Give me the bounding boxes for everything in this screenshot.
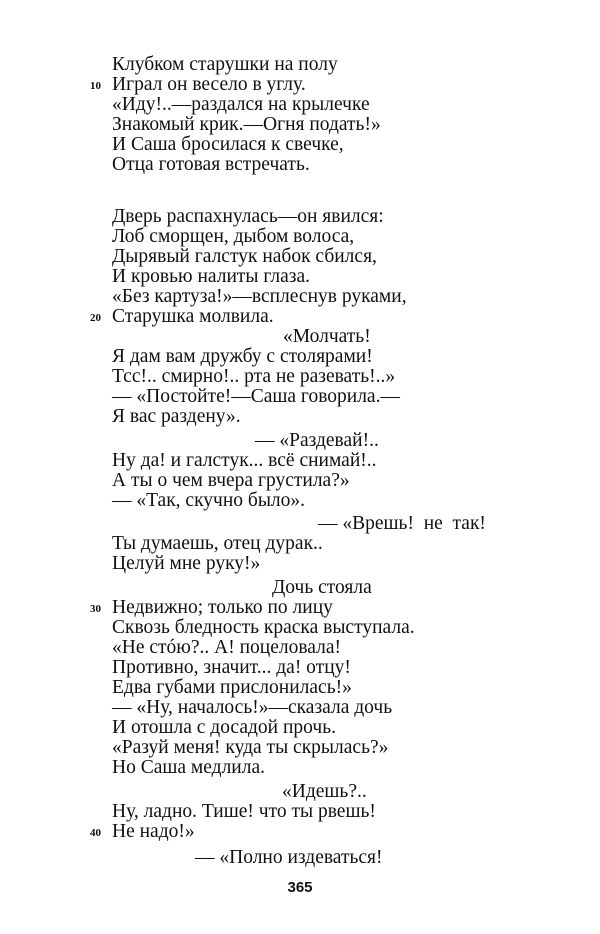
verse-line: — «Врешь! не так!: [318, 513, 486, 534]
verse-line: Отца готовая встречать.: [112, 154, 310, 175]
verse-line: Дверь распахнулась—он явился:: [112, 206, 384, 227]
verse-line: Недвижно; только по лицу: [112, 597, 333, 618]
verse-line: «Идешь?..: [282, 781, 367, 802]
verse-line: Ну да! и галстук... всё снимай!..: [112, 450, 377, 471]
verse-line: Ну, ладно. Тише! что ты рвешь!: [112, 801, 376, 822]
verse-line: «Без картуза!»—всплеснув руками,: [112, 286, 407, 307]
verse-line: Я вас раздену».: [112, 406, 241, 427]
verse-line: И отошла с досадой прочь.: [112, 717, 336, 738]
verse-line: — «Раздевай!..: [255, 430, 379, 451]
verse-line: Я дам вам дружбу с столярами!: [112, 346, 373, 367]
verse-line: Играл он весело в углу.: [112, 74, 306, 95]
verse-line: И кровью налиты глаза.: [112, 266, 311, 287]
verse-line: Дырявый галстук набок сбился,: [112, 246, 377, 267]
line-number: 20: [90, 312, 101, 324]
verse-line: «Разуй меня! куда ты скрылась?»: [112, 737, 389, 758]
verse-line: И Саша бросилася к свечке,: [112, 134, 344, 155]
verse-line: — «Постойте!—Саша говорила.—: [112, 386, 400, 407]
verse-line: А ты о чем вчера грустила?»: [112, 470, 350, 491]
verse-line: — «Так, скучно было».: [112, 490, 306, 511]
page-number: 365: [287, 879, 313, 896]
verse-line: Но Саша медлила.: [112, 757, 266, 778]
verse-line: «Молчать!: [283, 326, 371, 347]
verse-line: Едва губами прислонилась!»: [112, 677, 352, 698]
verse-line: «Иду!..—раздался на крылечке: [112, 94, 370, 115]
verse-line: Не надо!»: [112, 821, 195, 842]
verse-line: Клубком старушки на полу: [112, 54, 338, 75]
verse-line: «Не стóю?.. А! поцеловала!: [112, 637, 342, 658]
verse-line: Ты думаешь, отец дурак..: [112, 533, 323, 554]
verse-line: — «Ну, началось!»—сказала дочь: [112, 697, 393, 718]
verse-line: Сквозь бледность краска выступала.: [112, 617, 415, 638]
verse-line: Дочь стояла: [272, 577, 372, 598]
line-number: 40: [90, 827, 101, 839]
verse-line: Противно, значит... да! отцу!: [112, 657, 351, 678]
verse-line: — «Полно издеваться!: [195, 847, 383, 868]
verse-line: Старушка молвила.: [112, 306, 274, 327]
verse-line: Тсс!.. смирно!.. рта не разевать!..»: [112, 366, 396, 387]
verse-line: Целуй мне руку!»: [112, 553, 261, 574]
line-number: 10: [90, 80, 101, 92]
verse-line: Знакомый крик.—Огня подать!»: [112, 114, 381, 135]
line-number: 30: [90, 603, 101, 615]
verse-line: Лоб сморщен, дыбом волоса,: [112, 226, 355, 247]
